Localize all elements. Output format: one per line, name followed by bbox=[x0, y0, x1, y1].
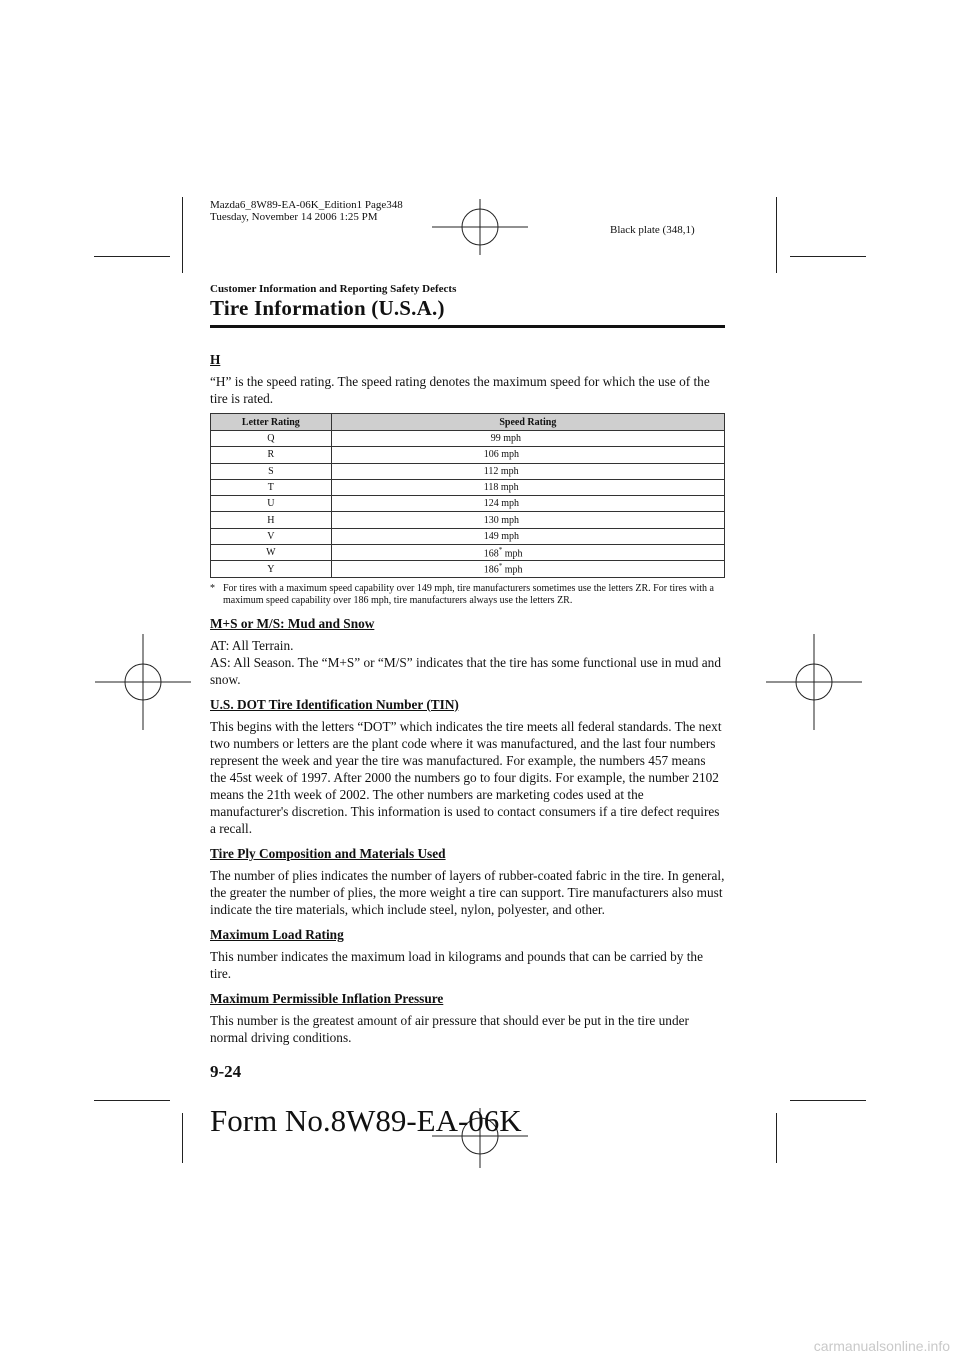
mud-snow-line-1: AT: All Terrain. bbox=[210, 637, 294, 653]
letter-cell: V bbox=[211, 528, 332, 544]
table-row bbox=[211, 512, 725, 528]
tin-heading: U.S. DOT Tire Identification Number (TIN) bbox=[210, 696, 459, 712]
registration-mark-icon bbox=[95, 634, 191, 730]
speed-cell: 106 mph bbox=[331, 447, 724, 463]
column-header: Speed Rating bbox=[331, 414, 724, 431]
table-header-row bbox=[211, 414, 725, 431]
speed-cell: 124 mph bbox=[331, 496, 724, 512]
footnote-text: For tires with a maximum speed capability over 149 mph, tire manufacturers sometimes use the letters ZR. For tires with a maximum speed capability over 186 mph, tire manufacturers always use the letters ZR. bbox=[223, 582, 714, 606]
speed-cell bbox=[331, 545, 724, 561]
mud-snow-line-2: AS: All Season. The “M+S” or “M/S” indicates that the tire has some functional use in mud and snow. bbox=[210, 654, 721, 687]
ply-heading: Tire Ply Composition and Materials Used bbox=[210, 845, 446, 861]
speed-rating-section bbox=[210, 352, 725, 1046]
letter-cell: H bbox=[211, 512, 332, 528]
table-row bbox=[211, 463, 725, 479]
crop-mark bbox=[94, 1100, 170, 1101]
crop-mark bbox=[182, 1113, 183, 1163]
speed-cell bbox=[331, 561, 724, 577]
table-row bbox=[211, 496, 725, 512]
page-number: 9-24 bbox=[210, 1062, 242, 1081]
footnote-marker: * bbox=[498, 546, 503, 555]
crop-mark bbox=[776, 197, 777, 273]
speed-rating-text: “H” is the speed rating. The speed rating denotes the maximum speed for which the use of the tire is rated. bbox=[210, 374, 710, 406]
speed-rating-heading: H bbox=[210, 352, 221, 367]
letter-cell: U bbox=[211, 496, 332, 512]
title-rule bbox=[210, 325, 725, 328]
form-number: Form No.8W89-EA-06K bbox=[210, 1103, 522, 1138]
pressure-text: This number is the greatest amount of air pressure that should ever be put in the tire under normal driving conditions. bbox=[210, 1012, 689, 1045]
letter-cell: T bbox=[211, 479, 332, 495]
table-row bbox=[211, 431, 725, 447]
print-plate: Black plate (348,1) bbox=[610, 224, 695, 236]
letter-cell: Q bbox=[211, 431, 332, 447]
load-text: This number indicates the maximum load in kilograms and pounds that can be carried by the tire. bbox=[210, 948, 703, 981]
footnote-marker: * bbox=[210, 582, 215, 594]
table-row bbox=[211, 447, 725, 463]
crop-mark bbox=[182, 197, 183, 273]
speed-unit: mph bbox=[502, 564, 523, 576]
letter-cell: Y bbox=[211, 561, 332, 577]
speed-cell: 118 mph bbox=[331, 479, 724, 495]
table-footnote bbox=[210, 583, 725, 607]
mud-snow-heading: M+S or M/S: Mud and Snow bbox=[210, 615, 375, 631]
speed-cell: 130 mph bbox=[331, 512, 724, 528]
watermark: carmanualsonline.info bbox=[813, 1338, 950, 1354]
registration-mark-icon bbox=[432, 179, 528, 275]
footnote-marker: * bbox=[498, 562, 503, 571]
speed-cell: 99 mph bbox=[331, 431, 724, 447]
table-row bbox=[211, 561, 725, 577]
tin-text: This begins with the letters “DOT” which indicates the tire meets all federal standards. The next two numbers or letters are the plant code where it was manufactured, and the last four numbers represent the week and year the tire was manufactured. For example, the numbers 457 means the 45st week of 1997. After 2000 the numbers go to four digits. For example, the number 2102 means the 21th week of 2002. The other numbers are marketing codes used at the manufacturer's discretion. This information is used to contact consumers if a tire defect requires a recall. bbox=[210, 718, 722, 836]
crop-mark bbox=[790, 256, 866, 257]
letter-cell: R bbox=[211, 447, 332, 463]
table-row bbox=[211, 479, 725, 495]
letter-cell: W bbox=[211, 545, 332, 561]
speed-value: 186 bbox=[483, 564, 499, 576]
crop-mark bbox=[776, 1113, 777, 1163]
print-date-line: Tuesday, November 14 2006 1:25 PM bbox=[210, 211, 378, 223]
registration-mark-icon bbox=[766, 634, 862, 730]
speed-cell: 149 mph bbox=[331, 528, 724, 544]
section-label: Customer Information and Reporting Safety Defects bbox=[210, 283, 457, 295]
crop-mark bbox=[790, 1100, 866, 1101]
print-file-line: Mazda6_8W89-EA-06K_Edition1 Page348 bbox=[210, 199, 403, 211]
speed-unit: mph bbox=[502, 548, 523, 560]
table-row bbox=[211, 528, 725, 544]
letter-cell: S bbox=[211, 463, 332, 479]
speed-rating-table bbox=[210, 413, 725, 578]
speed-cell: 112 mph bbox=[331, 463, 724, 479]
column-header: Letter Rating bbox=[211, 414, 332, 431]
pressure-heading: Maximum Permissible Inflation Pressure bbox=[210, 990, 444, 1006]
load-heading: Maximum Load Rating bbox=[210, 926, 344, 942]
crop-mark bbox=[94, 256, 170, 257]
speed-value: 168 bbox=[483, 548, 499, 560]
page-title: Tire Information (U.S.A.) bbox=[210, 296, 445, 320]
ply-text: The number of plies indicates the number of layers of rubber-coated fabric in the tire. In general, the greater the number of plies, the more weight a tire can support. Tire manufacturers also must indicate the tire materials, which include steel, nylon, polyester, and other. bbox=[210, 867, 725, 917]
table-row bbox=[211, 545, 725, 561]
